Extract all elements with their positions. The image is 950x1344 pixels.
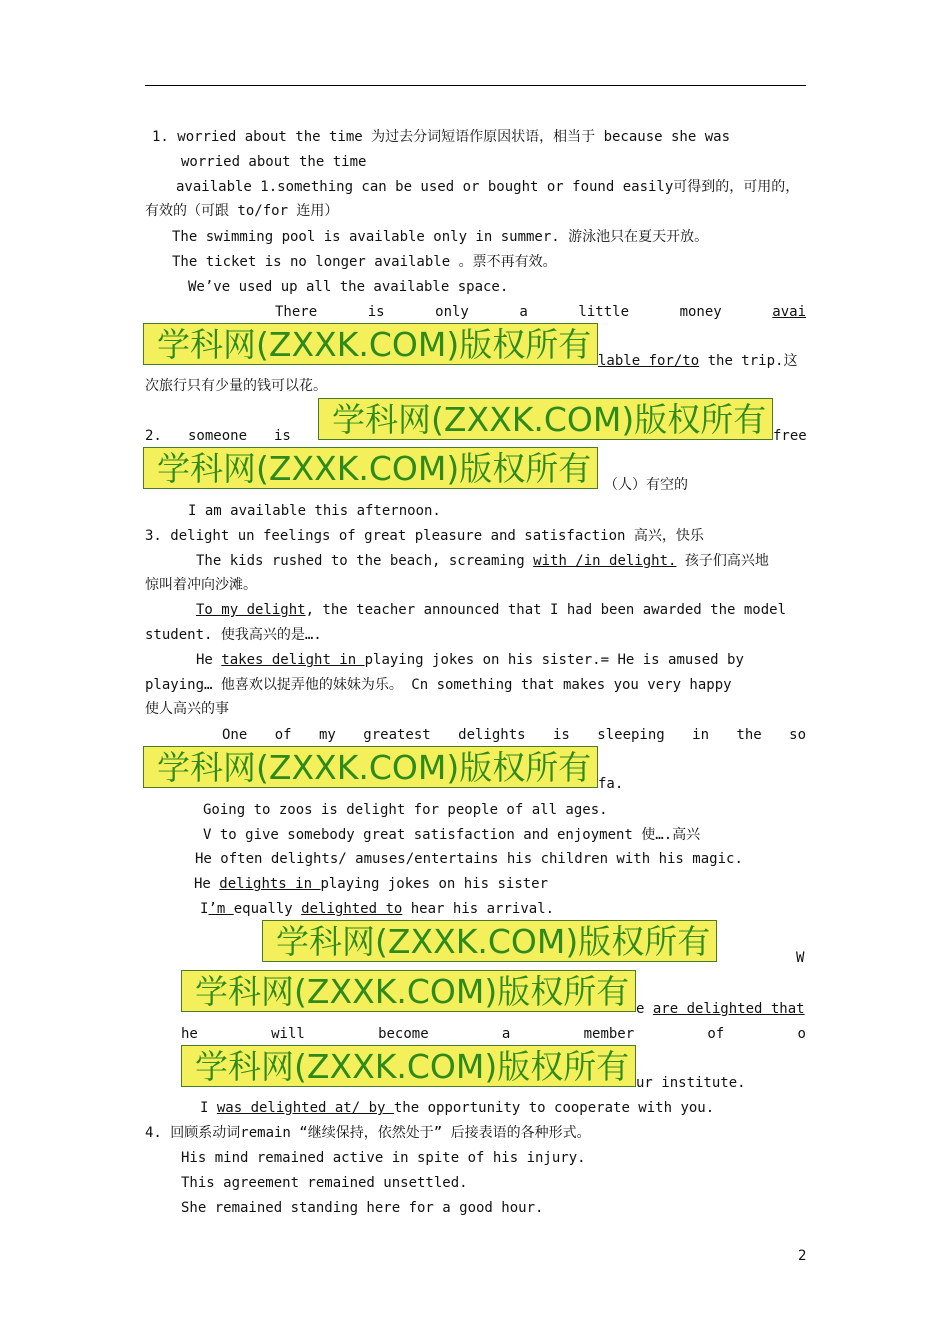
text-line: To my delight, the teacher announced that I had been awarded the model	[196, 602, 787, 618]
watermark-banner: 学科网(ZXXK.COM)版权所有	[262, 920, 717, 962]
text-line: 惊叫着冲向沙滩。	[145, 577, 257, 593]
word: he	[181, 1026, 198, 1042]
text-line: free	[773, 428, 807, 444]
text-line: The swimming pool is available only in summer. 游泳池只在夏天开放。	[172, 229, 709, 245]
text-line: available 1.something can be used or bought or found easily可得到的，可用的，	[176, 179, 800, 195]
text-line: 次旅行只有少量的钱可以花。	[145, 378, 327, 394]
word: will	[271, 1026, 305, 1042]
text-line: W	[796, 950, 805, 966]
text-line: Going to zoos is delight for people of all ages.	[203, 802, 608, 818]
word: member	[583, 1026, 635, 1042]
text-line: 有效的（可跟 to/for 连用）	[145, 203, 339, 219]
word: become	[378, 1026, 429, 1042]
text-line: 3. delight un feelings of great pleasure and satisfaction 高兴，快乐	[145, 528, 704, 544]
word: only	[435, 304, 469, 320]
word: There	[275, 304, 318, 320]
word: sleeping	[597, 727, 665, 743]
word: One	[222, 727, 248, 743]
word: a	[501, 1026, 511, 1042]
text-line: worried about the time	[181, 154, 367, 170]
text-line: is	[274, 428, 291, 444]
text-line: （人）有空的	[604, 477, 688, 493]
page-number: 2	[798, 1248, 807, 1264]
justified-line	[181, 1025, 806, 1043]
text-line: I am available this afternoon.	[188, 503, 441, 519]
word: of	[707, 1026, 725, 1042]
header-rule	[145, 85, 806, 86]
word: a	[519, 304, 528, 320]
text-line: He often delights/ amuses/entertains his children with his magic.	[195, 851, 743, 867]
text-line: This agreement remained unsettled.	[181, 1175, 468, 1191]
text-line: I’m equally delighted to hear his arrival.	[200, 901, 555, 917]
text-line: 2.	[145, 428, 162, 444]
text-line: ur institute.	[636, 1075, 746, 1091]
text-line: He delights in playing jokes on his sister	[194, 876, 549, 892]
watermark-banner: 学科网(ZXXK.COM)版权所有	[143, 447, 598, 489]
watermark-banner: 学科网(ZXXK.COM)版权所有	[181, 970, 636, 1012]
underlined-word: avai	[772, 304, 806, 320]
word: is	[367, 304, 385, 320]
justified-line	[222, 726, 806, 744]
text-line: We’ve used up all the available space.	[188, 279, 509, 295]
text-line: The kids rushed to the beach, screaming with /in delight. 孩子们高兴地	[196, 553, 769, 569]
text-line: V to give somebody great satisfaction and enjoyment 使….高兴	[203, 827, 701, 843]
text-line: 4. 回顾系动词remain “继续保持，依然处于” 后接表语的各种形式。	[145, 1125, 591, 1141]
text-line: He takes delight in playing jokes on his sister.= He is amused by	[196, 652, 744, 668]
word: my	[319, 727, 336, 743]
watermark-banner: 学科网(ZXXK.COM)版权所有	[318, 398, 773, 440]
text-line: 1. worried about the time 为过去分词短语作原因状语，相当于 because she was	[152, 129, 731, 145]
watermark-banner: 学科网(ZXXK.COM)版权所有	[143, 323, 598, 365]
text-line: The ticket is no longer available 。票不再有效。	[172, 254, 557, 270]
word: in	[692, 727, 709, 743]
text-line: someone	[188, 428, 248, 444]
word: o	[797, 1026, 806, 1042]
watermark-banner: 学科网(ZXXK.COM)版权所有	[181, 1045, 636, 1087]
word: is	[553, 727, 570, 743]
watermark-banner: 学科网(ZXXK.COM)版权所有	[143, 746, 598, 788]
text-line: lable for/to the trip.这	[598, 353, 798, 369]
word: so	[789, 727, 806, 743]
word: the	[736, 727, 762, 743]
word: of	[274, 727, 292, 743]
word: money	[679, 304, 722, 320]
text-line: She remained standing here for a good hour.	[181, 1200, 544, 1216]
justified-line	[275, 303, 806, 321]
text-line: student. 使我高兴的是….	[145, 627, 322, 643]
text-line: e are delighted that	[636, 1001, 805, 1017]
text-line: I was delighted at/ by the opportunity to cooperate with you.	[200, 1100, 715, 1116]
text-line: playing… 他喜欢以捉弄他的妹妹为乐。 Cn something that makes you very happy	[145, 677, 732, 693]
text-line: His mind remained active in spite of his injury.	[181, 1150, 586, 1166]
word: delights	[458, 727, 526, 743]
word: greatest	[363, 727, 431, 743]
word: little	[578, 304, 629, 320]
text-line: 使人高兴的事	[145, 701, 229, 717]
text-line: fa.	[598, 776, 624, 792]
